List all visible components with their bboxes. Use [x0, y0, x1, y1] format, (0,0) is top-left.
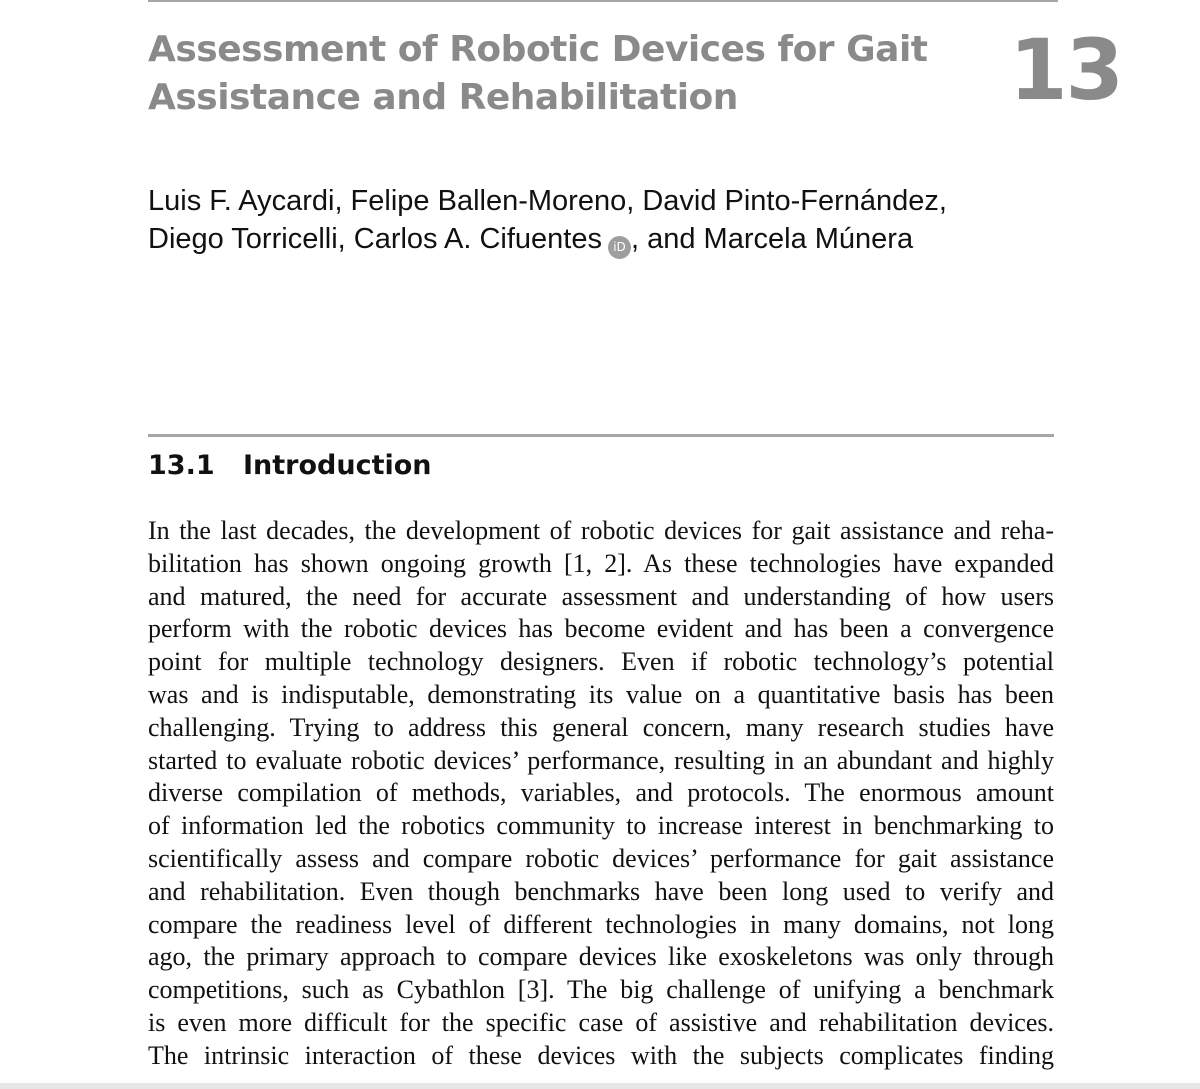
section-heading: [148, 449, 432, 483]
chapter-title: [148, 26, 968, 122]
chapter-title-line: Assessment of Robotic Devices for Gait: [148, 29, 928, 70]
text-line: In the last decades, the development of robotic devices for gait assistance and reha-: [148, 516, 1054, 545]
text-line: is even more difficult for the specific case of assistive and rehabilitation devices.: [148, 1007, 1054, 1037]
text-line: challenging. Trying to address this general concern, many research studies have: [148, 712, 1054, 742]
text-line: compare the readiness level of different technologies in many domains, not long: [148, 909, 1054, 939]
text-line: diverse compilation of methods, variables, and protocols. The enormous amount: [148, 778, 1054, 808]
text-line: of information led the robotics community to increase interest in benchmarking to: [148, 811, 1054, 841]
section-number: 13.1: [148, 450, 215, 481]
author-line: [148, 220, 1068, 259]
author-names: Diego Torricelli, Carlos A. Cifuentes: [148, 223, 602, 255]
chapter-number: 13: [1009, 21, 1122, 119]
author-list: [148, 182, 1068, 259]
text-line: was and is indisputable, demonstrating its value on a quantitative basis has been: [148, 679, 1054, 709]
text-line: and matured, the need for accurate assessment and understanding of how users: [148, 581, 1054, 611]
page-bottom-edge: [0, 1083, 1200, 1089]
body-paragraph: [148, 515, 1054, 1073]
text-line: and rehabilitation. Even though benchmarks have been long used to verify and: [148, 876, 1054, 906]
header-rule: [148, 0, 1058, 2]
orcid-icon[interactable]: iD: [608, 236, 631, 259]
text-line: The intrinsic interaction of these devices with the subjects complicates finding: [148, 1040, 1054, 1070]
section-rule: [148, 434, 1054, 437]
text-line: perform with the robotic devices has become evident and has been a convergence: [148, 614, 1054, 644]
text-line: point for multiple technology designers. Even if robotic technology’s potential: [148, 647, 1054, 677]
text-line: scientifically assess and compare robotic devices’ performance for gait assistance: [148, 843, 1054, 873]
chapter-title-line: Assistance and Rehabilitation: [148, 77, 738, 118]
text-line: ago, the primary approach to compare devices like exoskeletons was only through: [148, 942, 1054, 972]
text-line: started to evaluate robotic devices’ performance, resulting in an abundant and highly: [148, 745, 1054, 775]
section-title: Introduction: [243, 450, 432, 481]
text-line: competitions, such as Cybathlon [3]. The big challenge of unifying a benchmark: [148, 975, 1054, 1005]
author-names: , and Marcela Múnera: [631, 223, 914, 255]
author-line: Luis F. Aycardi, Felipe Ballen-Moreno, David Pinto-Fernández,: [148, 185, 947, 217]
text-line: bilitation has shown ongoing growth [1, 2]. As these technologies have expanded: [148, 548, 1054, 578]
